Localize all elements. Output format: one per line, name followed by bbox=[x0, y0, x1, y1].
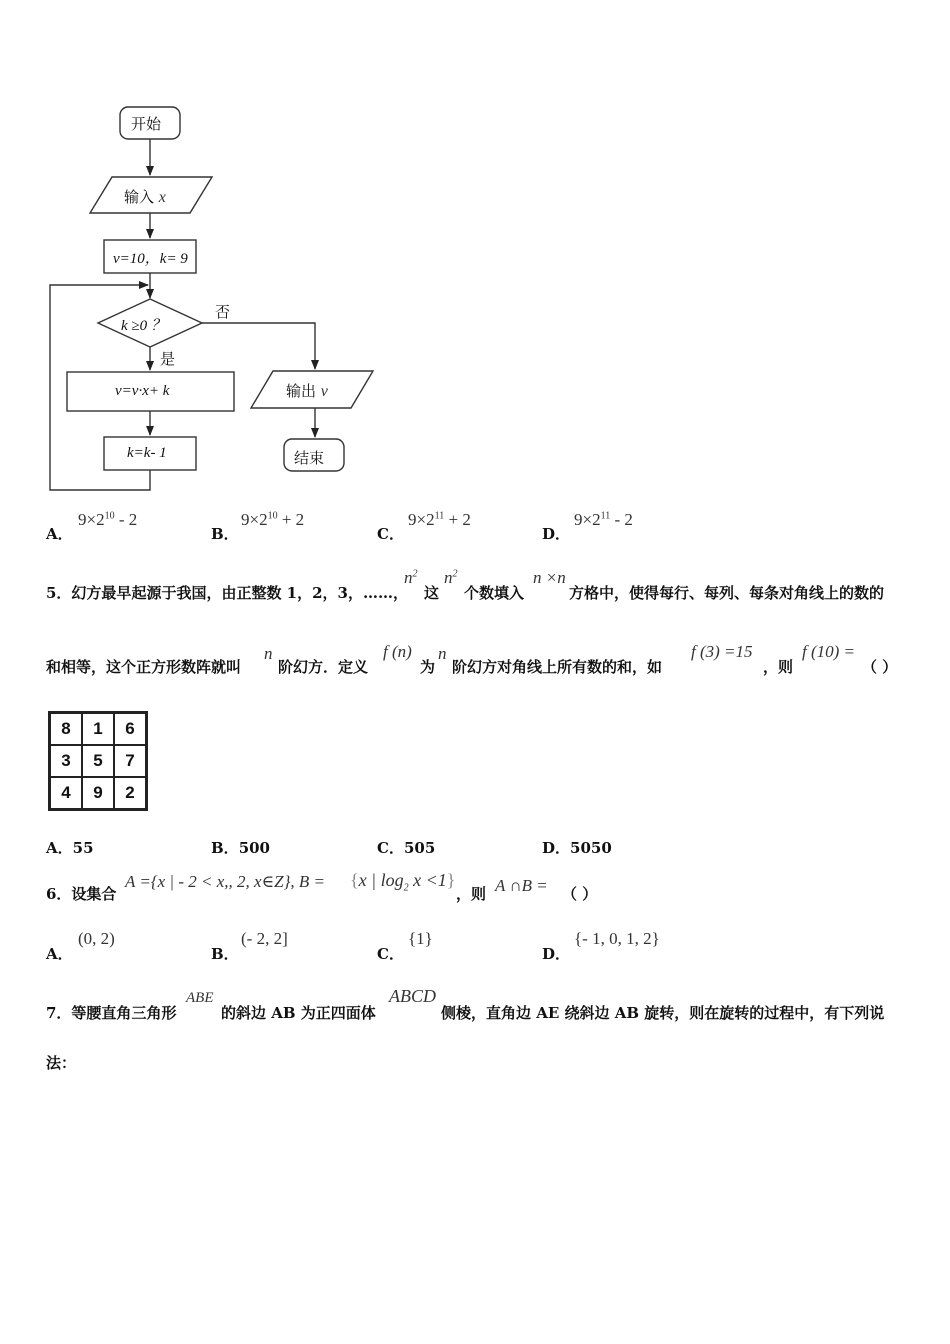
q5-line2-b: 阶幻方．定义 bbox=[278, 658, 369, 676]
q4-option-d-value: $9\times 2^{11} - 2$ bbox=[574, 510, 633, 529]
magic-square-cell: 8 bbox=[50, 713, 83, 746]
q7-text-d: 法： bbox=[46, 1054, 77, 1072]
magic-square-cell: 4 bbox=[50, 777, 83, 810]
q6-option-d-value: {- 1, 0, 1, 2} bbox=[574, 929, 660, 948]
q6-option-b-value: (- 2, 2] bbox=[241, 929, 288, 948]
q7-text-c: 侧棱，直角边 AE 绕斜边 AB 旋转，则在旋转的过程中，有下列说 bbox=[441, 1004, 885, 1022]
q7-abcd: ABCD bbox=[389, 986, 436, 1006]
q5-line1-b: 这 bbox=[424, 584, 440, 602]
q6-option-a-label: A． bbox=[46, 945, 73, 963]
q6-suffix-b: （ ） bbox=[562, 885, 598, 903]
condition-label: k ≥0 ？ bbox=[121, 318, 166, 334]
q5-line1-a: 5．幻方最早起源于我国，由正整数 1，2，3，……， bbox=[46, 584, 408, 602]
q7-text-b: 的斜边 AB 为正四面体 bbox=[221, 1004, 376, 1022]
q6-option-a-value: (0, 2) bbox=[78, 929, 115, 948]
q4-option-a-label: A． bbox=[46, 525, 73, 543]
q6-prefix: 6．设集合 bbox=[46, 885, 117, 903]
q5-option-a: A．55 bbox=[46, 839, 94, 857]
no-branch-line bbox=[202, 323, 315, 369]
q5-line1-c: 个数填入 bbox=[464, 584, 525, 602]
q6-option-c-value: {1} bbox=[408, 929, 433, 948]
magic-square-cell: 1 bbox=[82, 713, 114, 746]
q5-f3: f (3) =15 bbox=[691, 642, 753, 661]
decrement-label: k=k- 1 bbox=[127, 445, 167, 461]
q4-option-c-label: C． bbox=[377, 525, 404, 543]
update-label: v=v·x+ k bbox=[115, 383, 170, 399]
q5-line1-d: 方格中，使得每行、每列、每条对角线上的数的 bbox=[569, 584, 885, 602]
q4-option-a-value: $9\times 2^{10} - 2$ bbox=[78, 510, 138, 529]
q5-nxn: n ×n bbox=[533, 568, 566, 587]
magic-square-cell: 6 bbox=[114, 713, 147, 746]
q5-line2-d: 阶幻方对角线上所有数的和，如 bbox=[452, 658, 663, 676]
q6-intersection: A ∩B = bbox=[495, 876, 548, 895]
yes-label: 是 bbox=[160, 350, 176, 368]
init-label: v=10，k= 9 bbox=[113, 251, 188, 267]
q5-option-d: D．5050 bbox=[542, 839, 612, 857]
flowchart bbox=[0, 95, 420, 505]
q5-fn: f (n) bbox=[383, 642, 412, 661]
q6-option-c-label: C． bbox=[377, 945, 404, 963]
no-label: 否 bbox=[215, 303, 231, 321]
output-var: v bbox=[320, 383, 328, 400]
q6-set-b: {x | $\log_2 x <1$} bbox=[350, 870, 456, 894]
magic-square-cell: 2 bbox=[114, 777, 147, 810]
q5-line2-e: ，则 bbox=[763, 658, 794, 676]
q5-n-1: n bbox=[264, 644, 273, 663]
q5-option-c: C．505 bbox=[377, 839, 436, 857]
magic-square-cell: 3 bbox=[50, 745, 83, 777]
q5-line2-f: （ ） bbox=[862, 658, 898, 676]
q4-option-b-value: $9\times 2^{10} + 2$ bbox=[241, 510, 305, 529]
end-label: 结束 bbox=[294, 449, 325, 467]
q6-suffix-a: ，则 bbox=[456, 885, 487, 903]
output-text: 输出 bbox=[286, 382, 317, 400]
q4-option-d-label: D． bbox=[542, 525, 571, 543]
q5-option-b: B．500 bbox=[211, 839, 270, 857]
magic-square-cell: 5 bbox=[82, 745, 114, 777]
start-label: 开始 bbox=[131, 115, 162, 133]
q6-option-d-label: D． bbox=[542, 945, 571, 963]
input-text: 输入 bbox=[124, 188, 155, 206]
q6-option-b-label: B． bbox=[211, 945, 239, 963]
q5-n-2: n bbox=[438, 644, 447, 663]
input-var: x bbox=[158, 189, 166, 206]
q5-line2-a: 和相等，这个正方形数阵就叫 bbox=[46, 658, 242, 676]
q5-f10: f (10) = bbox=[802, 642, 856, 661]
q5-line2-c: 为 bbox=[420, 658, 436, 676]
q4-option-b-label: B． bbox=[211, 525, 239, 543]
q5-n2-b: $n^2$ bbox=[444, 568, 458, 587]
q6-set-a: A ={x | - 2 < x,, 2, x∈Z}, B = bbox=[125, 872, 325, 891]
magic-square-cell: 7 bbox=[114, 745, 147, 777]
magic-square-cell: 9 bbox=[82, 777, 114, 810]
q7-abe: ABE bbox=[186, 990, 214, 1006]
q7-text-a: 7．等腰直角三角形 bbox=[46, 1004, 177, 1022]
q4-option-c-value: $9\times 2^{11} + 2$ bbox=[408, 510, 471, 529]
magic-square bbox=[48, 711, 148, 811]
output-label bbox=[286, 380, 328, 401]
q5-n2-a: $n^2$ bbox=[404, 568, 418, 587]
input-label bbox=[124, 186, 166, 207]
